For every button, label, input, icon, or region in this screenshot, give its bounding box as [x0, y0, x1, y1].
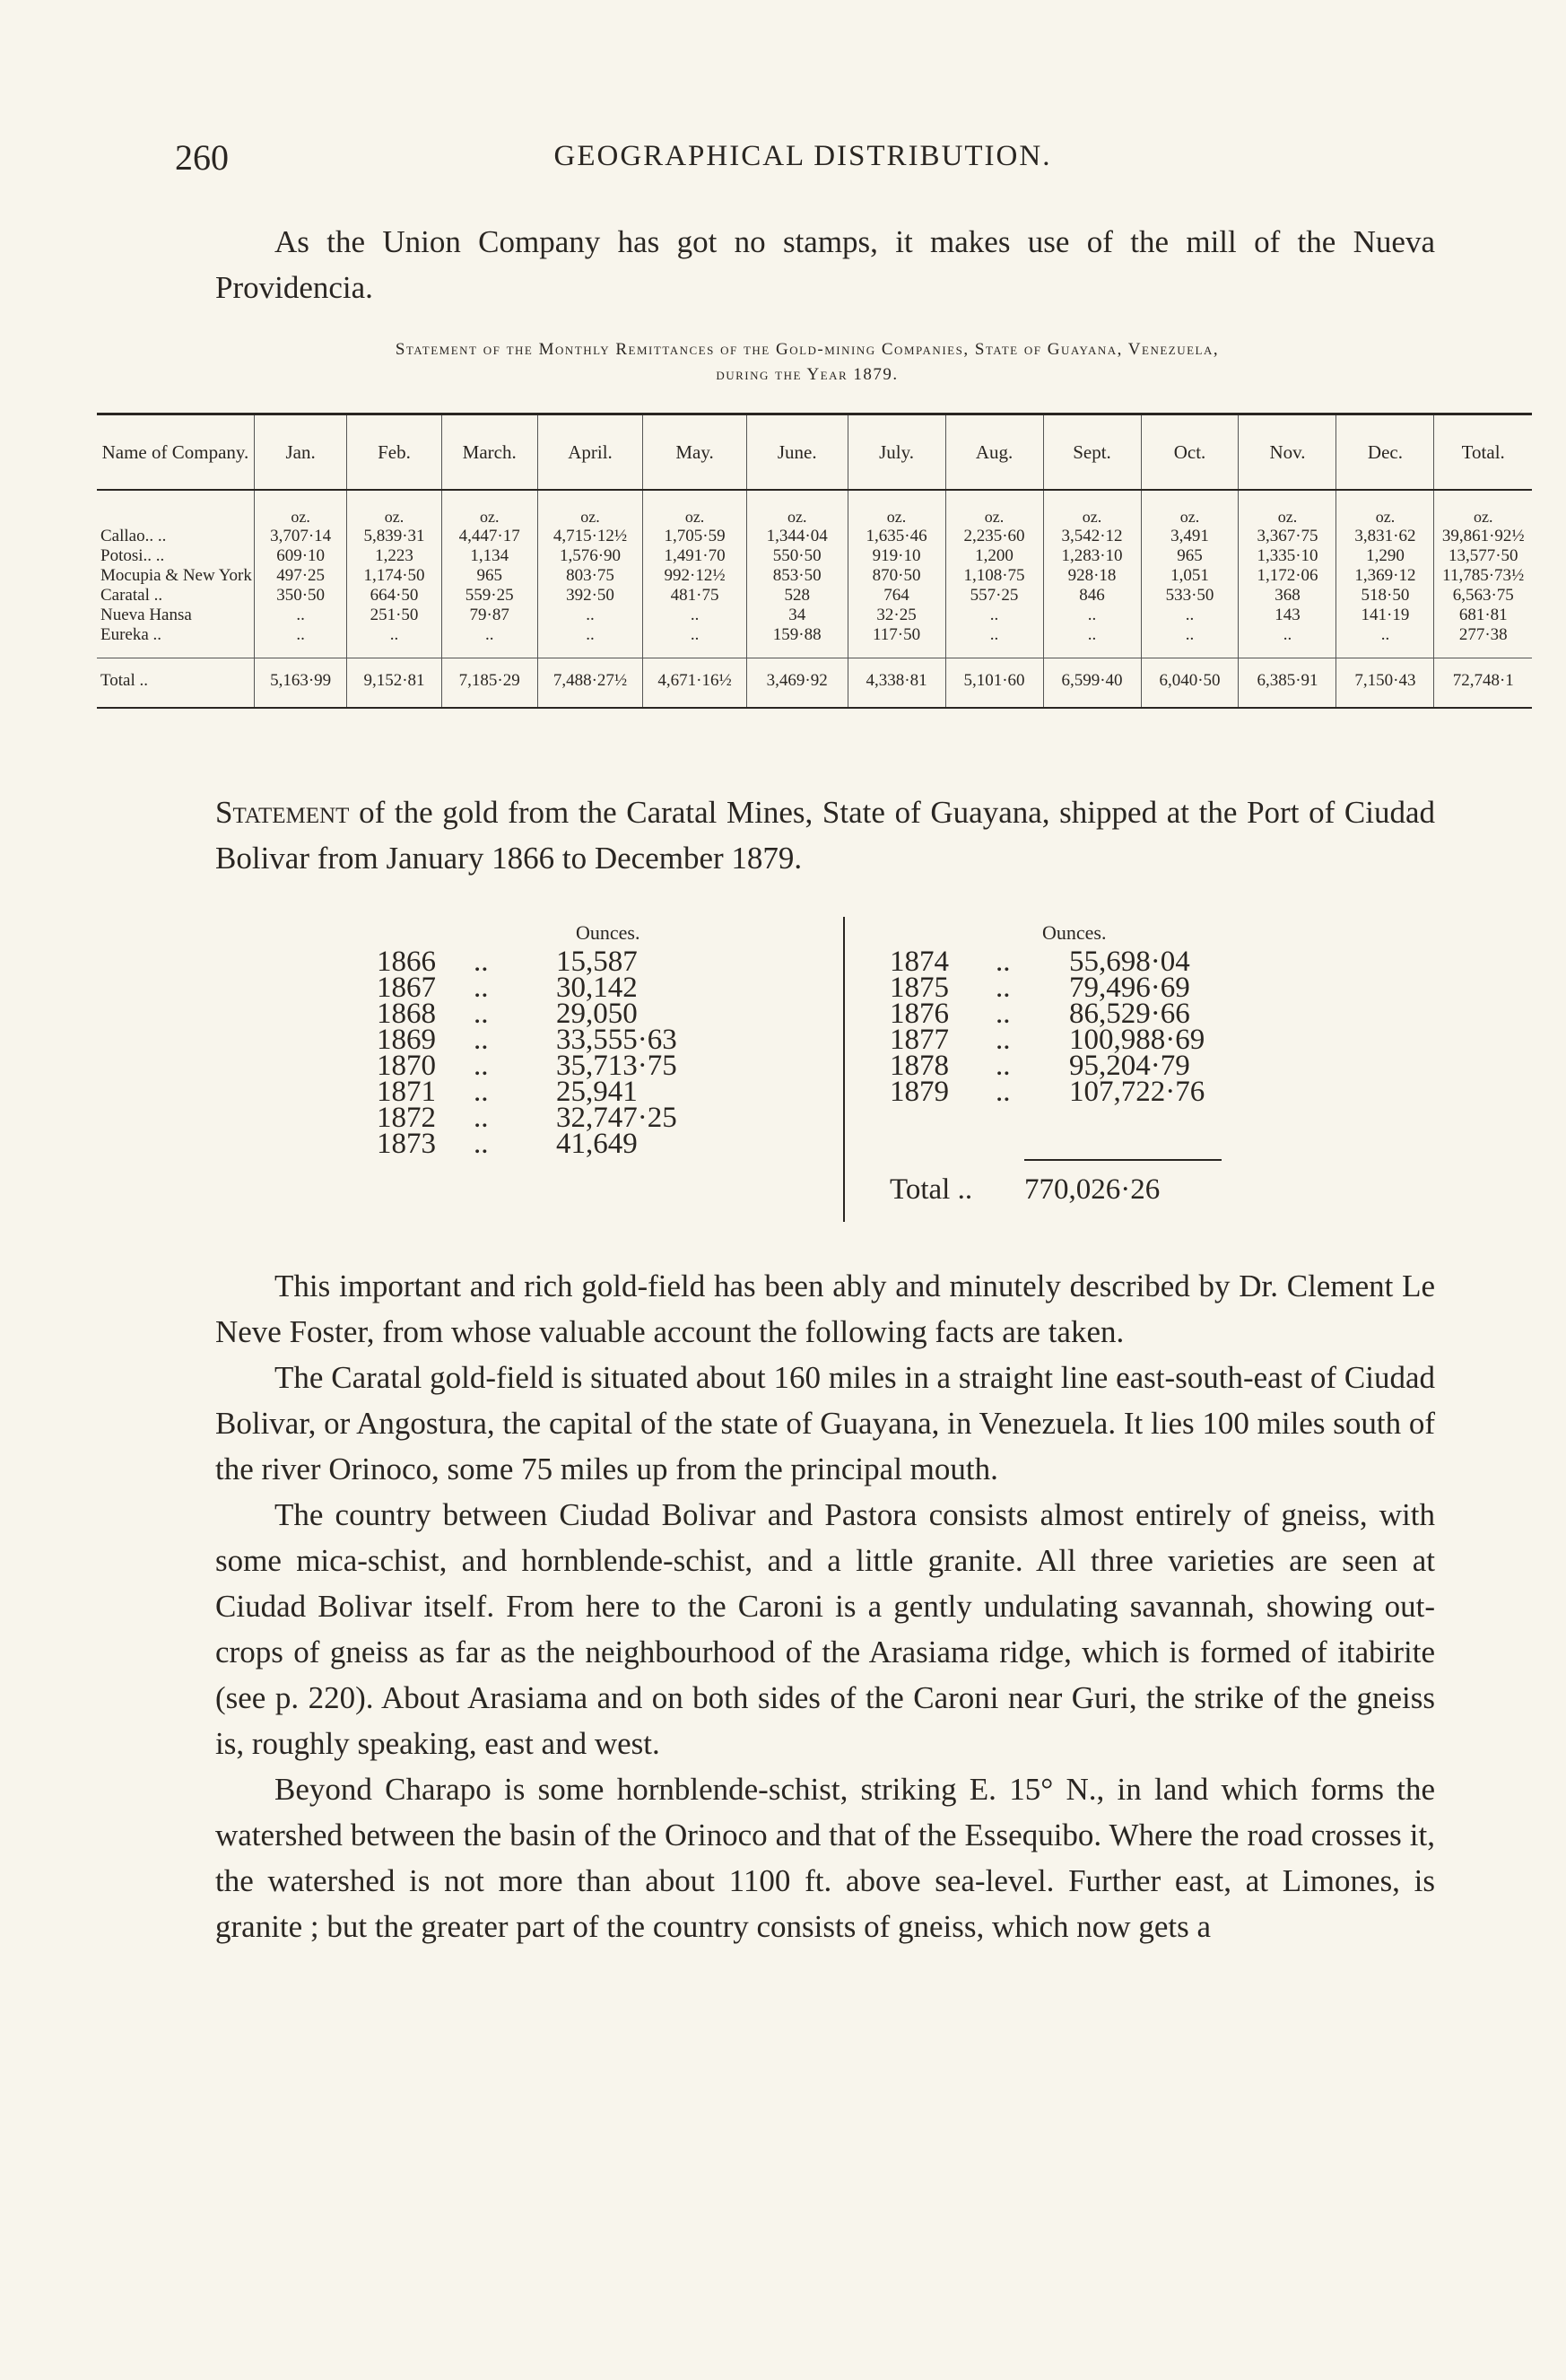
- shipments-total-label: Total ..: [890, 1173, 973, 1206]
- shipment-year: 1866: [377, 946, 436, 978]
- caption-line-2: during the Year 1879.: [716, 365, 899, 384]
- shipment-ounces: 107,722·76: [1069, 1076, 1205, 1108]
- value-cell: ..: [254, 606, 346, 625]
- value-cell: 1,200: [945, 546, 1043, 566]
- shipment-year: 1870: [377, 1050, 436, 1082]
- total-row: [97, 658, 1532, 709]
- shipments-right-column: [843, 917, 1318, 1222]
- value-cell: 141·19: [1336, 606, 1434, 625]
- shipment-year: 1868: [377, 998, 436, 1030]
- value-cell: oz.: [537, 490, 642, 527]
- value-cell: ..: [441, 625, 537, 658]
- shipment-year: 1876: [890, 998, 949, 1030]
- value-cell: oz.: [1239, 490, 1336, 527]
- value-cell: 72,748·1: [1434, 658, 1532, 709]
- article-body: [215, 1263, 1435, 1949]
- value-cell: 2,235·60: [945, 527, 1043, 546]
- shipment-ounces: 25,941: [556, 1076, 638, 1108]
- value-cell: 6,040·50: [1141, 658, 1239, 709]
- value-cell: ..: [1336, 625, 1434, 658]
- value-cell: oz.: [254, 490, 346, 527]
- value-cell: ..: [537, 625, 642, 658]
- value-cell: oz.: [347, 490, 441, 527]
- leader-dots: ..: [474, 1076, 489, 1108]
- remittances-table: [97, 413, 1532, 709]
- shipment-ounces: 55,698·04: [1069, 946, 1190, 978]
- leader-dots: ..: [474, 1024, 489, 1056]
- value-cell: 3,707·14: [254, 527, 346, 546]
- value-cell: 39,861·92½: [1441, 527, 1525, 545]
- value-cell: 533·50: [1141, 586, 1239, 606]
- column-header: Name of Company.: [97, 414, 254, 491]
- column-header: Total.: [1434, 414, 1532, 491]
- value-cell: ..: [537, 606, 642, 625]
- value-cell: 11,785·73½: [1442, 566, 1525, 585]
- value-cell: 13,577·50: [1448, 546, 1518, 565]
- leader-dots: ..: [996, 1076, 1011, 1108]
- value-cell: ..: [1141, 606, 1239, 625]
- value-cell: 4,447·17: [441, 527, 537, 546]
- shipments-left-column: [377, 917, 780, 1160]
- value-cell: 1,635·46: [848, 527, 945, 546]
- value-cell: 1,344·04: [746, 527, 848, 546]
- value-cell: 870·50: [848, 566, 945, 586]
- value-cell: oz.: [1336, 490, 1434, 527]
- shipment-ounces: 79,496·69: [1069, 972, 1190, 1004]
- shipment-year: 1875: [890, 972, 949, 1004]
- value-cell: 559·25: [441, 586, 537, 606]
- shipment-ounces: 35,713·75: [556, 1050, 677, 1082]
- leader-dots: ..: [474, 1102, 489, 1134]
- leader-dots: ..: [474, 972, 489, 1004]
- value-cell: 392·50: [537, 586, 642, 606]
- page-number: 260: [175, 137, 229, 178]
- value-cell: 1,491·70: [643, 546, 747, 566]
- value-cell: 919·10: [848, 546, 945, 566]
- value-cell: 1,369·12: [1336, 566, 1434, 586]
- company-name-cell: Callao.. ..: [97, 527, 254, 546]
- value-cell: 6,385·91: [1239, 658, 1336, 709]
- paragraph-2: The Caratal gold-field is situated about 160 miles in a straight line east-south-east of Ciudad Bolivar, or Angostura, the capital of the state of Guayana, in Venezuela. It lies 100 miles south of the river Orinoco, some 75 miles up from the principal mouth.: [215, 1360, 1435, 1486]
- column-header: Jan.: [254, 414, 346, 491]
- value-cell: oz.: [441, 490, 537, 527]
- shipment-year: 1874: [890, 946, 949, 978]
- value-cell: 5,839·31: [347, 527, 441, 546]
- value-cell: 764: [848, 586, 945, 606]
- table-row: [97, 566, 1532, 586]
- shipments-total-row: [845, 1173, 1275, 1206]
- table-body: [97, 490, 1532, 708]
- value-cell: 550·50: [746, 546, 848, 566]
- shipment-year: 1873: [377, 1128, 436, 1160]
- value-cell: 4,338·81: [848, 658, 945, 709]
- company-name-cell: Caratal ..: [97, 586, 254, 606]
- column-header: Dec.: [1336, 414, 1434, 491]
- leader-dots: ..: [996, 1024, 1011, 1056]
- value-cell: ..: [643, 625, 747, 658]
- value-cell: 79·87: [441, 606, 537, 625]
- statement-lead: Statement: [215, 795, 350, 830]
- remittances-table-caption: [175, 337, 1440, 388]
- leader-dots: ..: [996, 972, 1011, 1004]
- value-cell: 4,671·16½: [643, 658, 747, 709]
- value-cell: 992·12½: [643, 566, 747, 586]
- column-header: Oct.: [1141, 414, 1239, 491]
- column-header: March.: [441, 414, 537, 491]
- company-name-cell: Eureka ..: [97, 625, 254, 658]
- value-cell: 1,705·59: [643, 527, 747, 546]
- value-cell: 7,185·29: [441, 658, 537, 709]
- caratal-statement-text: [215, 789, 1435, 881]
- value-cell: 1,576·90: [537, 546, 642, 566]
- value-cell: ..: [945, 606, 1043, 625]
- leader-dots: ..: [474, 1050, 489, 1082]
- table-row: [97, 586, 1532, 606]
- value-cell: 497·25: [254, 566, 346, 586]
- value-cell: 3,831·62: [1336, 527, 1434, 546]
- value-cell: oz.: [1141, 490, 1239, 527]
- value-cell: 3,367·75: [1239, 527, 1336, 546]
- value-cell: 557·25: [945, 586, 1043, 606]
- table-header-row: [97, 414, 1532, 491]
- shipment-ounces: 29,050: [556, 998, 638, 1030]
- company-name-cell: [97, 490, 254, 527]
- value-cell: 664·50: [347, 586, 441, 606]
- value-cell: ..: [347, 625, 441, 658]
- value-cell: 368: [1239, 586, 1336, 606]
- value-cell: 3,469·92: [746, 658, 848, 709]
- column-header: June.: [746, 414, 848, 491]
- value-cell: 965: [441, 566, 537, 586]
- value-cell: ..: [254, 625, 346, 658]
- value-cell: 1,108·75: [945, 566, 1043, 586]
- column-header: April.: [537, 414, 642, 491]
- value-cell: 6,563·75: [1452, 586, 1514, 605]
- column-header: Aug.: [945, 414, 1043, 491]
- leader-dots: ..: [996, 1050, 1011, 1082]
- value-cell: ..: [945, 625, 1043, 658]
- column-header: Feb.: [347, 414, 441, 491]
- value-cell: 1,134: [441, 546, 537, 566]
- value-cell: 518·50: [1336, 586, 1434, 606]
- value-cell: 1,172·06: [1239, 566, 1336, 586]
- paragraph-4: Beyond Charapo is some hornblende-schist, striking E. 15° N., in land which forms the watershed between the basin of the Orinoco and that of the Essequibo. Where the road crosses it, the watershed is not more than about 1100 ft. above sea-level. Further east, at Limones, is granite ; but the greater part of the country consists of gneiss, which now gets a: [215, 1772, 1435, 1944]
- intro-text: As the Union Company has got no stamps, it makes use of the mill of the Nueva Providencia.: [215, 224, 1435, 305]
- table-row: [97, 606, 1532, 625]
- statement-body: of the gold from the Caratal Mines, State of Guayana, shipped at the Port of Ciudad Bolivar from January 1866 to December 1879.: [215, 795, 1435, 876]
- value-cell: 1,174·50: [347, 566, 441, 586]
- shipment-ounces: 33,555·63: [556, 1024, 677, 1056]
- value-cell: oz.: [945, 490, 1043, 527]
- value-cell: 1,223: [347, 546, 441, 566]
- value-cell: ..: [643, 606, 747, 625]
- leader-dots: ..: [996, 946, 1011, 978]
- value-cell: 350·50: [254, 586, 346, 606]
- value-cell: 846: [1043, 586, 1141, 606]
- value-cell: 32·25: [848, 606, 945, 625]
- value-cell: ..: [1043, 606, 1141, 625]
- value-cell: 609·10: [254, 546, 346, 566]
- value-cell: 5,101·60: [945, 658, 1043, 709]
- leader-dots: ..: [474, 998, 489, 1030]
- value-cell: 1,335·10: [1239, 546, 1336, 566]
- company-name-cell: Potosi.. ..: [97, 546, 254, 566]
- shipment-ounces: 32,747·25: [556, 1102, 677, 1134]
- value-cell: 9,152·81: [347, 658, 441, 709]
- paragraph-1: This important and rich gold-field has been ably and minutely described by Dr. Clement Le Neve Foster, from whose valuable account the following facts are taken.: [215, 1268, 1435, 1349]
- value-cell: 3,542·12: [1043, 527, 1141, 546]
- value-cell: oz.: [1043, 490, 1141, 527]
- shipment-year: 1869: [377, 1024, 436, 1056]
- shipment-ounces: 95,204·79: [1069, 1050, 1190, 1082]
- intro-paragraph: [215, 219, 1435, 310]
- shipments-total-value: 770,026·26: [1024, 1173, 1161, 1206]
- shipment-ounces: 30,142: [556, 972, 638, 1004]
- leader-dots: ..: [474, 946, 489, 978]
- value-cell: 251·50: [347, 606, 441, 625]
- paragraph-3: The country between Ciudad Bolivar and Pastora consists almost entirely of gneiss, with some mica-schist, and hornblende-schist, and a little granite. All three varieties are seen at Ciudad Bolivar itself. From here to the Caroni is a gently undulating savannah, showing out-crops of gneiss as far as the neighbourhood of the Arasiama ridge, which is formed of itabirite (see p. 220). About Arasiama and on both sides of the Caroni near Guri, the strike of the gneiss is, roughly speaking, east and west.: [215, 1497, 1435, 1761]
- ounces-header-left: Ounces.: [576, 921, 640, 944]
- page-header: [175, 136, 1431, 178]
- shipment-year: 1872: [377, 1102, 436, 1134]
- value-cell: ..: [1141, 625, 1239, 658]
- shipment-ounces: 15,587: [556, 946, 638, 978]
- shipment-ounces: 86,529·66: [1069, 998, 1190, 1030]
- value-cell: 681·81: [1458, 606, 1508, 624]
- value-cell: 853·50: [746, 566, 848, 586]
- value-cell: 34: [746, 606, 848, 625]
- shipment-ounces: 41,649: [556, 1128, 638, 1160]
- value-cell: 3,491: [1141, 527, 1239, 546]
- value-cell: oz.: [643, 490, 747, 527]
- value-cell: 965: [1141, 546, 1239, 566]
- column-header: Nov.: [1239, 414, 1336, 491]
- value-cell: 4,715·12½: [537, 527, 642, 546]
- column-header: Sept.: [1043, 414, 1141, 491]
- running-head: GEOGRAPHICAL DISTRIBUTION.: [553, 140, 1052, 172]
- leader-dots: ..: [474, 1128, 489, 1160]
- units-row: [97, 490, 1532, 527]
- table-row: [97, 527, 1532, 546]
- value-cell: 7,150·43: [1336, 658, 1434, 709]
- value-cell: 6,599·40: [1043, 658, 1141, 709]
- company-name-cell: Nueva Hansa: [97, 606, 254, 625]
- value-cell: 1,283·10: [1043, 546, 1141, 566]
- value-cell: 528: [746, 586, 848, 606]
- shipments-table: [377, 917, 1318, 1222]
- caption-line-1: Statement of the Monthly Remittances of the Gold-mining Companies, State of Guayana, Venezuela,: [395, 340, 1220, 359]
- column-header: May.: [643, 414, 747, 491]
- value-cell: 143: [1239, 606, 1336, 625]
- value-cell: ..: [1043, 625, 1141, 658]
- total-rule: [1024, 1159, 1222, 1161]
- shipment-row: [890, 1076, 1318, 1108]
- value-cell: 803·75: [537, 566, 642, 586]
- value-cell: oz.: [848, 490, 945, 527]
- value-cell: 5,163·99: [254, 658, 346, 709]
- table-row: [97, 546, 1532, 566]
- value-cell: ..: [1239, 625, 1336, 658]
- value-cell: 1,290: [1336, 546, 1434, 566]
- shipment-year: 1878: [890, 1050, 949, 1082]
- value-cell: oz.: [1473, 508, 1493, 526]
- value-cell: 159·88: [746, 625, 848, 658]
- value-cell: 481·75: [643, 586, 747, 606]
- shipment-row: [377, 1128, 780, 1160]
- caratal-statement: [215, 789, 1435, 881]
- value-cell: 117·50: [848, 625, 945, 658]
- ounces-header-right: Ounces.: [1042, 921, 1107, 944]
- value-cell: 7,488·27½: [537, 658, 642, 709]
- column-header: July.: [848, 414, 945, 491]
- company-name-cell: Mocupia & New York: [97, 566, 254, 586]
- value-cell: oz.: [746, 490, 848, 527]
- leader-dots: ..: [996, 998, 1011, 1030]
- value-cell: 277·38: [1458, 625, 1508, 644]
- shipment-year: 1879: [890, 1076, 949, 1108]
- value-cell: 1,051: [1141, 566, 1239, 586]
- shipment-ounces: 100,988·69: [1069, 1024, 1205, 1056]
- value-cell: 928·18: [1043, 566, 1141, 586]
- shipment-year: 1867: [377, 972, 436, 1004]
- shipment-year: 1871: [377, 1076, 436, 1108]
- table-row: [97, 625, 1532, 658]
- shipment-year: 1877: [890, 1024, 949, 1056]
- company-name-cell: Total ..: [97, 658, 254, 709]
